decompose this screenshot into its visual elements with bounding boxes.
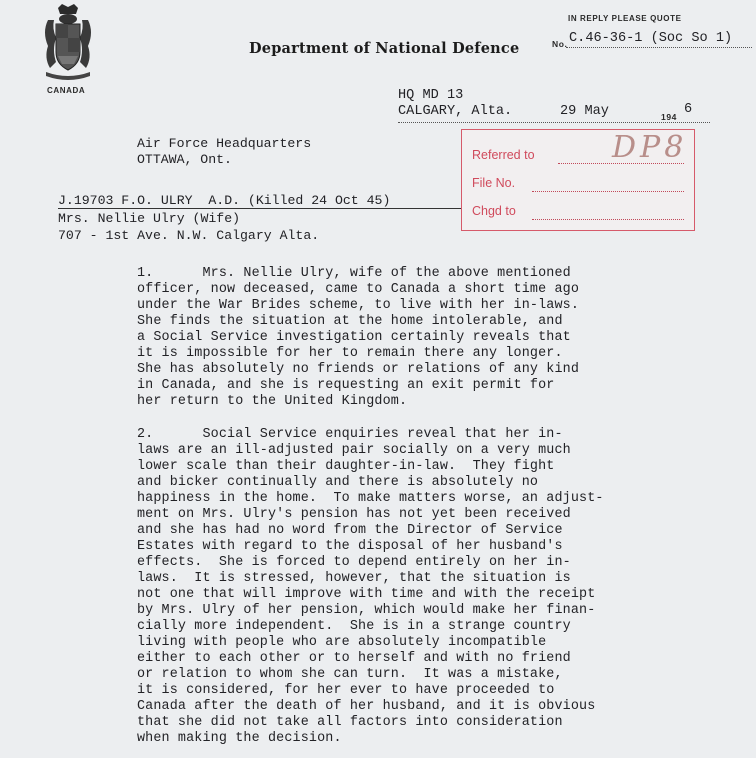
paragraph-2-line: living with people who are absolutely incompatible: [137, 635, 547, 650]
paragraph-1-line: it is impossible for her to remain there any longer.: [137, 346, 563, 361]
paragraph-2-line: not one that will improve with time and with the receipt: [137, 587, 596, 602]
paragraph-1-line: She has absolutely no friends or relations of any kind: [137, 362, 580, 377]
paragraph-2-line: laws. It is stressed, however, that the situation is: [137, 571, 571, 586]
file-number-prefix: No.: [552, 39, 568, 49]
paragraph-2-line: by Mrs. Ulry of her pension, which would make her finan-: [137, 603, 596, 618]
subject-line1: J.19703 F.O. ULRY A.D. (Killed 24 Oct 45): [58, 193, 391, 208]
paragraph-2-line: effects. She is forced to depend entirely on her in-: [137, 555, 571, 570]
paragraph-1-line: under the War Brides scheme, to live with her in-laws.: [137, 298, 580, 313]
paragraph-2-line: ment on Mrs. Ulry's pension has not yet been received: [137, 507, 571, 522]
file-number-underline: [566, 47, 752, 48]
stamp-referred-label: Referred to: [472, 148, 535, 162]
country-label: CANADA: [47, 86, 86, 95]
subject-line3: 707 - 1st Ave. N.W. Calgary Alta.: [58, 228, 320, 243]
coat-of-arms-icon: [40, 2, 96, 84]
paragraph-2-line: that she did not take all factors into consideration: [137, 715, 563, 730]
sender-hq: HQ MD 13: [398, 88, 464, 103]
paragraph-1-line: officer, now deceased, came to Canada a short time ago: [137, 282, 580, 297]
stamp-file-line: [532, 191, 684, 192]
paragraph-2-line: laws are an ill-adjusted pair socially on a very much: [137, 443, 571, 458]
recipient-line2: OTTAWA, Ont.: [137, 152, 232, 167]
paragraph-2-line: 2. Social Service enquiries reveal that her in-: [137, 427, 563, 442]
paragraph-2-line: Estates with regard to the disposal of her husband's: [137, 539, 563, 554]
reply-note: IN REPLY PLEASE QUOTE: [568, 14, 682, 23]
stamp-handwriting: DP8: [612, 130, 688, 165]
paragraph-2-line: it is considered, for her ever to have proceeded to: [137, 683, 555, 698]
paragraph-2-line: happiness in the home. To make matters worse, an adjust-: [137, 491, 604, 506]
stamp-chgd-line: [532, 219, 684, 220]
sender-city: CALGARY, Alta.: [398, 104, 513, 119]
paragraph-2-line: and bicker continually and there is absolutely no: [137, 475, 539, 490]
paragraph-1-line: She finds the situation at the home intolerable, and: [137, 314, 563, 329]
paragraph-2-line: or relation to whom she can turn. It was a mistake,: [137, 667, 563, 682]
department-title: Department of National Defence: [249, 40, 520, 57]
subject-underline: [58, 208, 462, 209]
year-prefix: 194: [661, 112, 677, 122]
subject-line2: Mrs. Nellie Ulry (Wife): [58, 211, 241, 226]
stamp-file-label: File No.: [472, 176, 516, 190]
routing-stamp: [461, 129, 695, 231]
paragraph-2-line: either to each other or to herself and with no friend: [137, 651, 571, 666]
date-underline: [398, 122, 710, 123]
paragraph-2-line: Canada after the death of her husband, and it is obvious: [137, 699, 596, 714]
year-suffix: 6: [684, 102, 693, 117]
paragraph-2-line: cially more independent. She is in a strange country: [137, 619, 571, 634]
file-number: C.46-36-1 (Soc So 1): [569, 31, 733, 46]
paragraph-1-line: in Canada, and she is requesting an exit permit for: [137, 378, 555, 393]
stamp-chgd-label: Chgd to: [472, 204, 516, 218]
recipient-line1: Air Force Headquarters: [137, 136, 312, 151]
sender-date: 29 May: [560, 104, 609, 119]
paragraph-1-line: her return to the United Kingdom.: [137, 394, 408, 409]
paragraph-2-line: when making the decision.: [137, 731, 342, 746]
paragraph-1-line: 1. Mrs. Nellie Ulry, wife of the above mentioned: [137, 266, 571, 281]
paragraph-1-line: a Social Service investigation certainly reveals that: [137, 330, 571, 345]
paragraph-2-line: lower scale than their daughter-in-law. They fight: [137, 459, 555, 474]
paragraph-2-line: and she has had no word from the Director of Service: [137, 523, 563, 538]
